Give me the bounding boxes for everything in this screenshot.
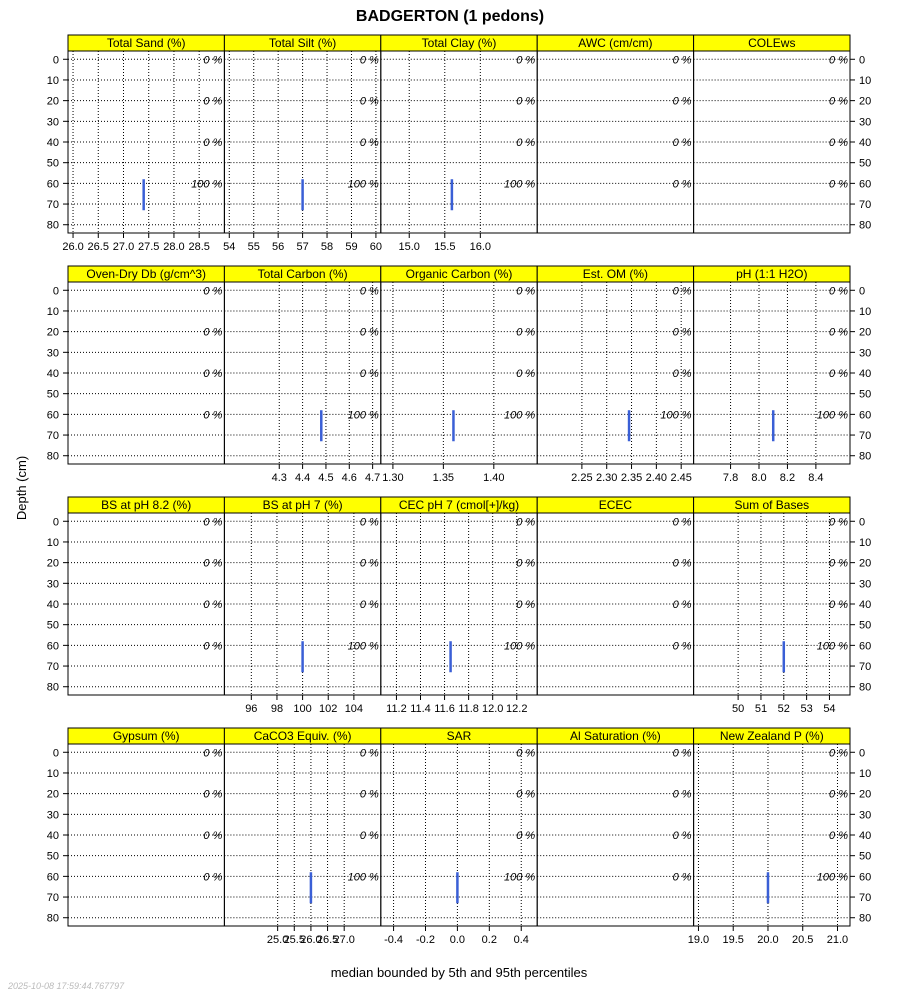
depth-tick-label-right: 20 [859, 95, 872, 108]
depth-tick-label-right: 30 [859, 116, 872, 129]
pct-annotation: 0 % [829, 54, 848, 67]
pct-annotation: 100 % [503, 640, 536, 653]
x-tick-label: 2.25 [571, 472, 593, 484]
depth-tick-label-left: 10 [46, 536, 59, 549]
depth-tick-label-right: 40 [859, 368, 872, 380]
pct-annotation: 0 % [516, 285, 536, 298]
pct-annotation: 0 % [203, 788, 223, 801]
x-tick-label: 27.0 [333, 934, 355, 946]
panel-strip-label: COLEws [748, 36, 796, 50]
depth-tick-label-right: 70 [859, 199, 872, 212]
panel-strip-label: Organic Carbon (%) [405, 267, 513, 281]
pct-annotation: 0 % [672, 285, 692, 298]
pct-annotation: 0 % [672, 599, 692, 611]
depth-tick-label-left: 0 [52, 516, 59, 529]
x-tick-label: 2.30 [596, 472, 618, 484]
pct-annotation: 100 % [191, 178, 223, 191]
x-tick-label: 11.6 [434, 703, 455, 715]
pct-annotation: 0 % [203, 285, 223, 298]
x-tick-label: 28.0 [163, 241, 185, 253]
depth-tick-label-right: 30 [859, 578, 872, 591]
depth-tick-label-right: 10 [859, 767, 872, 780]
depth-tick-label-left: 60 [46, 871, 59, 884]
panel-2-0 [68, 497, 224, 695]
pct-annotation: 0 % [672, 326, 692, 339]
pct-annotation: 0 % [203, 516, 223, 529]
x-tick-label: 4.7 [364, 472, 381, 484]
pct-annotation: 0 % [516, 557, 536, 570]
depth-tick-label-right: 30 [859, 809, 872, 822]
panel-3-3 [537, 728, 693, 926]
depth-tick-label-left: 20 [46, 326, 59, 339]
depth-tick-label-left: 10 [46, 767, 59, 780]
pct-annotation: 0 % [359, 368, 379, 380]
x-tick-label: 0.4 [513, 934, 529, 946]
pct-annotation: 0 % [829, 368, 848, 380]
pct-annotation: 0 % [203, 871, 223, 884]
x-tick-label: 20.5 [792, 934, 814, 946]
x-tick-label: 52 [777, 703, 790, 715]
depth-tick-label-left: 20 [46, 95, 59, 108]
depth-tick-label-left: 50 [46, 619, 59, 632]
pct-annotation: 0 % [359, 599, 379, 611]
x-tick-label: 51 [754, 703, 768, 715]
x-tick-label: 98 [270, 703, 284, 715]
pct-annotation: 0 % [829, 95, 848, 108]
depth-tick-label-left: 70 [46, 661, 59, 674]
x-tick-label: 11.4 [410, 703, 431, 715]
pct-annotation: 0 % [359, 516, 379, 529]
pct-annotation: 0 % [359, 326, 379, 339]
pct-annotation: 0 % [359, 137, 379, 149]
depth-tick-label-right: 60 [859, 640, 872, 653]
depth-tick-label-right: 60 [859, 871, 872, 884]
panel-1-0 [68, 266, 224, 464]
x-tick-label: 57 [296, 241, 309, 253]
panel-strip-label: CEC pH 7 (cmol[+]/kg) [398, 498, 520, 512]
panel-strip-label: Al Saturation (%) [570, 729, 661, 743]
panel-3-4 [688, 728, 850, 946]
panel-strip-label: pH (1:1 H2O) [736, 267, 808, 281]
x-tick-label: 8.0 [751, 472, 767, 484]
x-tick-label: 0.2 [481, 934, 497, 946]
x-tick-label: 4.4 [294, 472, 311, 484]
pct-annotation: 0 % [359, 747, 379, 760]
panel-strip-label: Total Clay (%) [421, 36, 497, 50]
pct-annotation: 0 % [516, 788, 536, 801]
pct-annotation: 0 % [203, 557, 223, 570]
panel-0-4 [694, 35, 850, 233]
panel-3-1 [224, 728, 380, 946]
pct-annotation: 100 % [503, 409, 536, 422]
pct-annotation: 0 % [672, 178, 692, 191]
x-tick-label: 50 [731, 703, 745, 715]
x-tick-label: 4.3 [271, 472, 287, 484]
panel-2-4 [694, 497, 850, 715]
pct-annotation: 0 % [672, 830, 692, 842]
x-tick-label: 11.8 [458, 703, 479, 715]
panel-3-2 [381, 728, 537, 946]
x-tick-label: 21.0 [826, 934, 849, 946]
pct-annotation: 0 % [829, 178, 848, 191]
pct-annotation: 0 % [359, 557, 379, 570]
x-tick-label: 19.0 [687, 934, 710, 946]
depth-tick-label-right: 50 [859, 850, 872, 863]
depth-tick-label-left: 10 [46, 305, 59, 318]
pct-annotation: 0 % [516, 516, 536, 529]
x-tick-label: 2.35 [620, 472, 643, 484]
depth-tick-label-left: 80 [46, 219, 59, 232]
panel-0-0 [62, 35, 224, 253]
pct-annotation: 0 % [672, 137, 692, 149]
x-tick-label: 104 [344, 703, 364, 715]
panel-strip-label: Gypsum (%) [112, 729, 180, 743]
pct-annotation: 0 % [203, 599, 223, 611]
depth-tick-label-left: 70 [46, 892, 59, 905]
depth-tick-label-left: 50 [46, 157, 59, 170]
depth-tick-label-left: 80 [46, 912, 59, 925]
panel-2-1 [224, 497, 380, 715]
panel-strip-label: BS at pH 7 (%) [262, 498, 343, 512]
pct-annotation: 0 % [672, 95, 692, 108]
depth-tick-label-right: 10 [859, 74, 872, 87]
depth-tick-label-left: 40 [46, 830, 59, 842]
x-tick-label: 12.0 [481, 703, 504, 715]
depth-tick-label-left: 0 [52, 285, 59, 298]
panel-1-1 [224, 266, 380, 484]
pct-annotation: 0 % [829, 137, 848, 149]
depth-tick-label-left: 40 [46, 368, 59, 380]
panel-strip-label: SAR [446, 729, 472, 743]
depth-tick-label-right: 80 [859, 681, 872, 694]
pct-annotation: 100 % [347, 178, 379, 191]
panel-0-1 [223, 35, 382, 253]
panel-strip-label: Total Carbon (%) [257, 267, 348, 281]
depth-tick-label-right: 60 [859, 409, 872, 422]
panel-strip-label: Est. OM (%) [582, 267, 649, 281]
x-tick-label: 26.5 [87, 241, 109, 253]
depth-tick-label-left: 40 [46, 599, 59, 611]
pct-annotation: 0 % [203, 747, 223, 760]
depth-tick-label-right: 60 [859, 178, 872, 191]
x-tick-label: 25.0 [266, 934, 289, 946]
x-tick-label: 4.5 [318, 472, 334, 484]
depth-tick-label-left: 70 [46, 199, 59, 212]
depth-tick-label-left: 60 [46, 178, 59, 191]
x-tick-label: 1.40 [483, 472, 505, 484]
pct-annotation: 0 % [516, 95, 536, 108]
depth-tick-label-right: 50 [859, 388, 872, 401]
x-tick-label: 0.0 [449, 934, 466, 946]
x-tick-label: 27.5 [138, 241, 160, 253]
panel-strip-label: Sum of Bases [734, 498, 810, 512]
depth-tick-label-right: 30 [859, 347, 872, 360]
depth-tick-label-left: 30 [46, 809, 59, 822]
x-tick-label: 54 [223, 241, 236, 253]
x-tick-label: 1.30 [382, 472, 404, 484]
x-tick-label: 1.35 [432, 472, 455, 484]
pct-annotation: 0 % [203, 137, 223, 149]
pct-annotation: 0 % [359, 285, 379, 298]
depth-tick-label-left: 10 [46, 74, 59, 87]
pct-annotation: 0 % [516, 54, 536, 67]
pct-annotation: 0 % [203, 830, 223, 842]
pct-annotation: 0 % [829, 599, 848, 611]
pct-annotation: 0 % [829, 285, 848, 298]
depth-tick-label-left: 20 [46, 788, 59, 801]
pct-annotation: 0 % [516, 830, 536, 842]
depth-tick-label-left: 60 [46, 409, 59, 422]
depth-tick-label-right: 0 [859, 516, 866, 529]
x-tick-label: 54 [823, 703, 836, 715]
pct-annotation: 0 % [516, 326, 536, 339]
pct-annotation: 0 % [829, 830, 848, 842]
x-tick-label: 56 [272, 241, 285, 253]
depth-tick-label-right: 70 [859, 661, 872, 674]
pct-annotation: 0 % [672, 54, 692, 67]
pct-annotation: 100 % [503, 178, 536, 191]
pct-annotation: 0 % [516, 137, 536, 149]
depth-tick-label-left: 40 [46, 137, 59, 149]
pct-annotation: 100 % [660, 409, 692, 422]
depth-tick-label-right: 50 [859, 157, 872, 170]
pct-annotation: 100 % [347, 871, 379, 884]
pct-annotation: 0 % [516, 599, 536, 611]
x-tick-label: 15.0 [398, 241, 420, 253]
x-tick-label: 20.0 [757, 934, 779, 946]
pct-annotation: 100 % [816, 640, 848, 653]
depth-tick-label-right: 10 [859, 536, 872, 549]
depth-tick-label-left: 50 [46, 850, 59, 863]
depth-tick-label-right: 20 [859, 326, 872, 339]
depth-tick-label-right: 10 [859, 305, 872, 318]
pct-annotation: 0 % [359, 830, 379, 842]
chart-title: BADGERTON (1 pedons) [355, 8, 545, 25]
pct-annotation: 0 % [829, 326, 848, 339]
pct-annotation: 0 % [516, 368, 536, 380]
x-tick-label: 59 [345, 241, 358, 253]
panel-0-2 [381, 35, 537, 253]
pct-annotation: 0 % [829, 747, 848, 760]
pct-annotation: 0 % [672, 788, 692, 801]
x-tick-label: 16.0 [469, 241, 492, 253]
depth-tick-label-left: 30 [46, 578, 59, 591]
pct-annotation: 0 % [359, 54, 379, 67]
depth-tick-label-right: 40 [859, 830, 872, 842]
x-tick-label: 4.6 [341, 472, 357, 484]
x-tick-label: -0.2 [416, 934, 435, 946]
depth-tick-label-right: 0 [859, 747, 866, 760]
x-tick-label: 58 [320, 241, 334, 253]
panel-2-3 [537, 497, 693, 695]
depth-tick-label-left: 80 [46, 681, 59, 694]
pct-annotation: 0 % [672, 871, 692, 884]
panels-group [47, 35, 872, 946]
depth-tick-label-left: 0 [52, 747, 59, 760]
pct-annotation: 100 % [816, 871, 848, 884]
x-tick-label: 28.5 [188, 241, 210, 253]
panel-3-0 [68, 728, 224, 926]
pct-annotation: 100 % [503, 871, 536, 884]
pct-annotation: 100 % [347, 640, 379, 653]
pct-annotation: 0 % [672, 516, 692, 529]
x-tick-label: 8.2 [779, 472, 796, 484]
panel-strip-label: Total Silt (%) [268, 36, 337, 50]
pct-annotation: 0 % [203, 640, 223, 653]
pct-annotation: 0 % [829, 557, 848, 570]
panel-1-4 [694, 266, 850, 484]
pct-annotation: 0 % [359, 95, 379, 108]
x-tick-label: 19.5 [722, 934, 744, 946]
x-tick-label: 8.4 [808, 472, 824, 484]
x-tick-label: 102 [319, 703, 338, 715]
depth-tick-label-right: 80 [859, 912, 872, 925]
depth-tick-label-right: 20 [859, 788, 872, 801]
panel-1-3 [537, 266, 693, 484]
depth-tick-label-right: 0 [859, 54, 866, 67]
panel-strip-label: New Zealand P (%) [719, 729, 824, 743]
x-tick-label: 26.0 [300, 934, 322, 946]
panel-strip-label: CaCO3 Equiv. (%) [253, 729, 352, 743]
depth-tick-label-right: 20 [859, 557, 872, 570]
panel-strip-label: Total Sand (%) [106, 36, 186, 50]
depth-tick-label-right: 80 [859, 219, 872, 232]
x-tick-label: 15.5 [434, 241, 456, 253]
pct-annotation: 0 % [672, 640, 692, 653]
x-tick-label: 26.0 [62, 241, 84, 253]
pct-annotation: 0 % [203, 54, 223, 67]
panel-strip-label: ECEC [598, 498, 633, 512]
x-tick-label: 55 [247, 241, 260, 253]
depth-tick-label-left: 80 [46, 450, 59, 463]
panel-1-2 [381, 266, 537, 484]
depth-tick-label-left: 30 [46, 347, 59, 360]
pct-annotation: 0 % [516, 747, 536, 760]
depth-tick-label-right: 40 [859, 599, 872, 611]
pct-annotation: 100 % [347, 409, 379, 422]
pct-annotation: 0 % [203, 409, 223, 422]
depth-tick-label-left: 0 [52, 54, 59, 67]
depth-tick-label-right: 70 [859, 430, 872, 443]
pct-annotation: 0 % [672, 557, 692, 570]
depth-tick-label-left: 20 [46, 557, 59, 570]
depth-tick-label-right: 80 [859, 450, 872, 463]
x-tick-label: 96 [245, 703, 258, 715]
pct-annotation: 0 % [829, 516, 848, 529]
x-tick-label: 26.5 [316, 934, 339, 946]
x-tick-label: 12.2 [506, 703, 528, 715]
depth-tick-label-right: 0 [859, 285, 866, 298]
x-tick-label: 60 [369, 241, 383, 253]
panel-2-2 [381, 497, 537, 715]
pct-annotation: 0 % [203, 95, 223, 108]
x-tick-label: -0.4 [384, 934, 404, 946]
x-tick-label: 100 [293, 703, 312, 715]
depth-tick-label-left: 50 [46, 388, 59, 401]
pct-annotation: 0 % [672, 368, 692, 380]
y-axis-label: Depth (cm) [14, 455, 29, 521]
panel-strip-label: BS at pH 8.2 (%) [101, 498, 192, 512]
x-tick-label: 25.5 [283, 934, 305, 946]
panel-strip-label: AWC (cm/cm) [578, 36, 653, 50]
x-tick-label: 53 [800, 703, 813, 715]
panel-strip-label: Oven-Dry Db (g/cm^3) [86, 267, 207, 281]
pct-annotation: 0 % [672, 747, 692, 760]
x-axis-label: median bounded by 5th and 95th percentiles [330, 965, 588, 980]
depth-tick-label-right: 70 [859, 892, 872, 905]
depth-tick-label-left: 60 [46, 640, 59, 653]
depth-tick-label-right: 40 [859, 137, 872, 149]
depth-tick-label-left: 30 [46, 116, 59, 129]
depth-tick-label-left: 70 [46, 430, 59, 443]
timestamp-footnote: 2025-10-08 17:59:44.767797 [8, 981, 125, 991]
x-tick-label: 7.8 [722, 472, 739, 484]
panel-0-3 [537, 35, 693, 233]
x-tick-label: 11.2 [386, 703, 407, 715]
x-tick-label: 2.45 [670, 472, 692, 484]
pct-annotation: 0 % [203, 368, 223, 380]
pct-annotation: 0 % [203, 326, 223, 339]
pct-annotation: 100 % [816, 409, 848, 422]
pct-annotation: 0 % [359, 788, 379, 801]
depth-tick-label-right: 50 [859, 619, 872, 632]
x-tick-label: 2.40 [645, 472, 668, 484]
x-tick-label: 27.0 [112, 241, 135, 253]
pct-annotation: 0 % [829, 788, 848, 801]
